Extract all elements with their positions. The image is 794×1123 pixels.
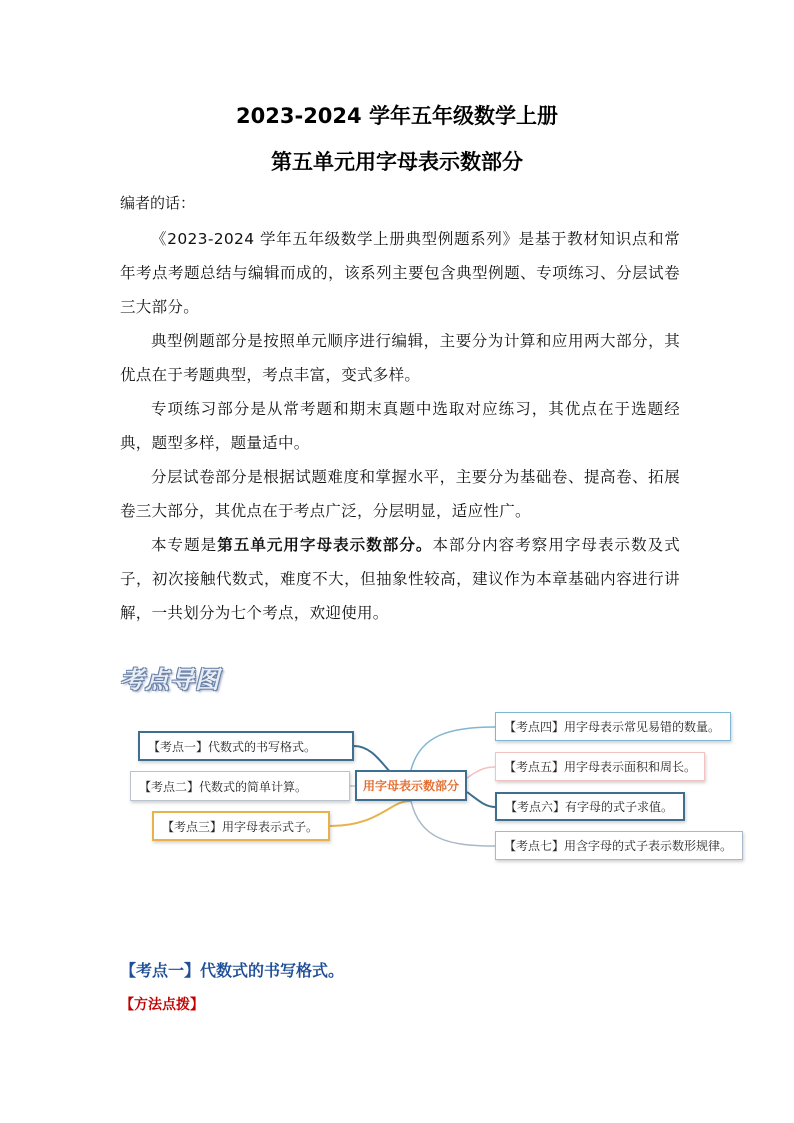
intro-paragraph-1: 《2023-2024 学年五年级数学上册典型例题系列》是基于教材知识点和常年考点考题总结与编辑而成的，该系列主要包含典型例题、专项练习、分层试卷三大部分。 xyxy=(120,230,680,316)
connector-k6 xyxy=(467,792,495,807)
intro-paragraph-3: 专项练习部分是从常考题和期末真题中选取对应练习，其优点在于选题经典，题型多样，题量适中。 xyxy=(120,400,680,452)
mindmap-node-k4: 【考点四】用字母表示常见易错的数量。 xyxy=(495,712,731,741)
method-tips-label: 【方法点拨】 xyxy=(120,997,204,1013)
connector-k5 xyxy=(467,767,495,778)
p5-suffix: 本部分内容考察用字母表示数及式子，初次接触代数式，难度不大，但抽象性较高，建议作为本章基础内容进行讲解，一共划分为七个考点，欢迎使用。 xyxy=(120,536,680,622)
section-heading-k1: 【考点一】代数式的书写格式。 xyxy=(120,961,345,980)
mindmap-node-k7: 【考点七】用含字母的式子表示数形规律。 xyxy=(495,831,743,860)
mindmap-node-k2: 【考点二】代数式的简单计算。 xyxy=(130,771,350,801)
intro-paragraph-4: 分层试卷部分是根据试题难度和掌握水平，主要分为基础卷、提高卷、拓展卷三大部分，其优点在于考点广泛，分层明显，适应性广。 xyxy=(120,468,680,520)
editor-note-label: 编者的话： xyxy=(120,194,196,212)
p5-bold-topic: 第五单元用字母表示数部分。 xyxy=(217,536,433,554)
mindmap-node-k6: 【考点六】有字母的式子求值。 xyxy=(495,792,685,821)
mindmap-center-node: 用字母表示数部分 xyxy=(355,770,467,801)
connector-k7 xyxy=(411,801,495,846)
p5-prefix: 本专题是 xyxy=(151,536,218,554)
intro-paragraph-2: 典型例题部分是按照单元顺序进行编辑，主要分为计算和应用两大部分，其优点在于考题典型，考点丰富，变式多样。 xyxy=(120,332,680,384)
mindmap-node-k1: 【考点一】代数式的书写格式。 xyxy=(138,731,354,761)
connector-k3 xyxy=(330,801,411,826)
mindmap-title: 考点导图 xyxy=(120,666,220,694)
title-line-2: 第五单元用字母表示数部分 xyxy=(271,150,523,174)
mindmap-node-k5: 【考点五】用字母表示面积和周长。 xyxy=(495,752,705,781)
mindmap-node-k3: 【考点三】用字母表示式子。 xyxy=(152,811,330,841)
title-line-1: 2023-2024 学年五年级数学上册 xyxy=(236,104,558,128)
connector-k4 xyxy=(411,727,495,770)
